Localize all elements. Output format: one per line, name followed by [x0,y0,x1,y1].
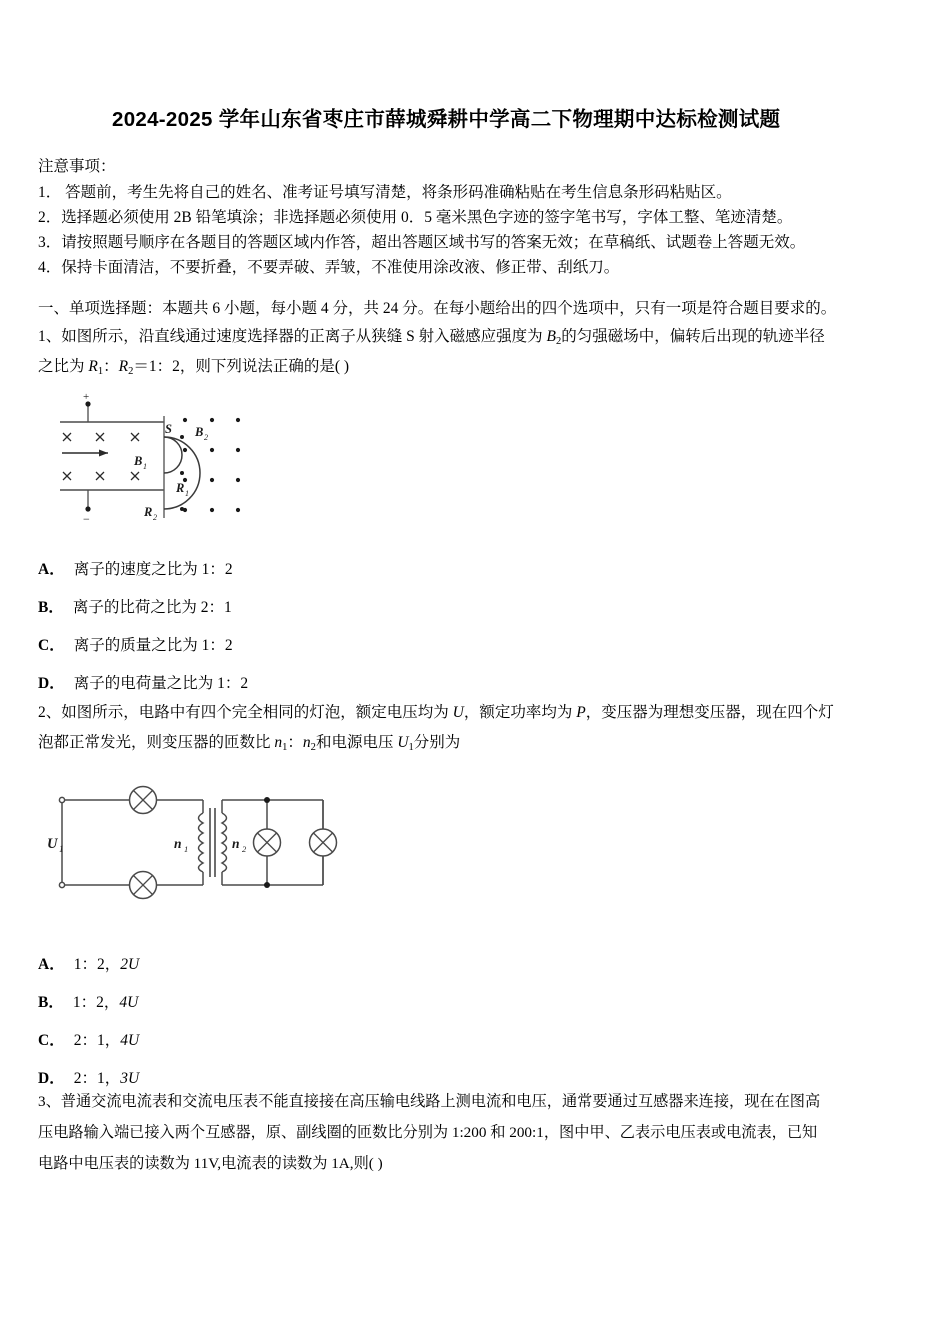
option-2-A-ratio: 1：2， [73,956,121,973]
trajectory-arc-R1 [164,437,182,473]
primary-turns-sub: 1 [184,844,189,854]
notice-heading: 注意事项： [38,158,116,175]
lamp-secondary-left [254,829,281,856]
option-1-B[interactable] [38,589,638,627]
field-out-of-page-symbols [183,418,240,512]
source-voltage-sub: 1 [59,844,64,854]
q1-text-e: ＝1：2，则下列说法正确的是( ) [133,358,350,376]
page-title: 2024-2025 学年山东省枣庄市薛城舜耕中学高二下物理期中达标检测试题 [112,108,781,131]
option-2-B-label: B． [38,993,64,1011]
velocity-selector-figure [52,392,242,532]
transformer-primary-coil [199,813,204,872]
q1-var-R1: R [88,358,98,376]
question-1-line-1 [38,322,923,352]
option-1-C[interactable] [38,627,638,665]
q2-text-c: ，变压器为理想变压器，现在四个灯 [585,704,834,721]
secondary-turns-sub: 2 [242,844,247,854]
lamp-secondary-right [310,829,337,856]
q1-var-B-sub: 2 [555,335,562,347]
radius-R1-sub: 1 [185,489,189,498]
q1-var-R1-sub: 1 [97,366,104,378]
radius-R2-label: R [144,505,153,519]
q2-text-a: 2、如图所示，电路中有四个完全相同的灯泡，额定电压均为 [38,704,453,721]
option-2-A-value: 2U [120,956,140,973]
notice-item-4: 4．保持卡面清洁，不要折叠，不要弄破、弄皱，不准使用涂改液、修正带、刮纸刀。 [38,259,620,277]
option-2-B-value: 4U [119,993,139,1011]
junction-dot-bottom [264,882,270,888]
q2-var-n1: n [274,734,283,752]
option-2-C-label: C． [38,1031,65,1049]
radius-R2-sub: 2 [153,513,157,522]
field-B2-label: B [195,425,204,439]
question-2-line-2 [38,728,923,758]
source-terminal-bottom [59,882,64,887]
q2-var-U: U [452,704,464,721]
option-2-C[interactable] [38,1022,638,1060]
field-B2-sub: 2 [204,433,208,442]
option-2-C-ratio: 2：1， [73,1031,121,1049]
field-B1-label: B [134,454,143,468]
question-1-stem [38,322,923,382]
velocity-arrow [62,450,108,457]
q1-var-R2-sub: 2 [128,366,134,378]
transformer-circuit-figure [40,782,340,907]
question-1-options [38,551,638,703]
option-1-D-text: 离子的电荷量之比为 1：2 [73,674,249,692]
secondary-turns-label: n [232,836,240,851]
q2-text-f: 分别为 [413,734,461,752]
q2-var-n1-sub: 1 [282,742,288,754]
option-1-A-label: A． [38,561,65,578]
option-2-B-ratio: 1：2， [72,993,120,1011]
notice-item-1: 1． 答题前，考生先将自己的姓名、准考证号填写清楚，将条形码准确粘贴在考生信息条形码粘贴区。 [38,184,732,202]
q1-text-d: 之比为 [38,358,89,376]
q2-text-e: 和电源电压 [315,734,398,752]
question-2-options [38,946,638,1098]
question-3-stem [38,1086,923,1179]
section-heading: 一、单项选择题：本题共 6 小题，每小题 4 分，共 24 分。在每小题给出的四个选项中，只有一项是符合题目要求的。 [38,300,837,317]
option-1-B-label: B． [38,598,64,616]
field-into-page-symbols [63,433,139,480]
question-2-line-1 [38,698,923,728]
option-1-C-text: 离子的质量之比为 1：2 [73,636,233,654]
radius-R1-label: R [176,481,185,495]
q2-text-d: 泡都正常发光，则变压器的匝数比 [38,734,275,752]
q2-var-n2: n [302,734,311,752]
source-voltage-label: U [47,836,58,852]
slit-label-S: S [165,422,172,436]
option-2-D-ratio: 2：1， [73,1069,121,1087]
option-2-A[interactable] [38,946,638,984]
question-3-line-2: 压电路输入端已接入两个互感器，原、副线圈的匝数比分别为 1:200 和 200:1，图中甲、乙表示电压表或电流表，已知 [38,1124,818,1142]
plus-terminal-label: + [83,392,90,403]
option-1-C-label: C． [38,636,65,654]
q1-var-B: B [546,328,556,345]
notice-item-2: 2．选择题必须使用 2B 铅笔填涂；非选择题必须使用 0．5 毫米黑色字迹的签字笔书写，字体工整、笔迹清楚。 [38,209,793,227]
q1-var-R2: R [118,358,129,376]
option-1-A-text: 离子的速度之比为 1：2 [73,561,233,578]
arc-point-R1-end [180,471,184,475]
primary-turns-label: n [174,836,182,851]
arc-point-top [180,435,184,439]
option-2-C-value: 4U [120,1031,140,1049]
option-2-D-value: 3U [120,1069,140,1087]
notice-section [38,155,918,280]
q2-var-U1: U [397,734,409,752]
option-2-D-label: D． [38,1069,65,1087]
minus-terminal-label: − [83,512,90,526]
option-2-A-label: A． [38,956,65,973]
question-2-stem [38,698,923,758]
option-1-A[interactable] [38,551,638,589]
q1-sep: ： [103,358,119,376]
field-B1-sub: 1 [143,462,147,471]
transformer-secondary-coil [222,813,227,872]
lamp-primary-top [130,787,157,814]
option-1-D-label: D． [38,674,65,692]
notice-item-3: 3．请按照题号顺序在各题目的答题区域内作答，超出答题区域书写的答案无效；在草稿纸、试题卷上答题无效。 [38,234,806,252]
q2-var-U1-sub: 1 [408,742,414,754]
question-1-line-2 [38,352,923,382]
option-2-B[interactable] [38,984,638,1022]
q2-var-P: P [576,704,586,721]
q2-sep: ： [287,734,303,752]
arc-point-R2-end [180,507,184,511]
q2-text-b: ，额定功率均为 [463,704,577,721]
q2-var-n2-sub: 2 [310,742,316,754]
question-3-line-1: 3、普通交流电流表和交流电压表不能直接接在高压输电线路上测电流和电压，通常要通过互感器来连接，现在在图高 [38,1093,821,1110]
q1-text-a: 1、如图所示，沿直线通过速度选择器的正离子从狭缝 S 射入磁感应强度为 [38,328,547,345]
source-terminal-top [59,797,64,802]
question-3-line-3: 电路中电压表的读数为 11V,电流表的读数为 1A,则( ) [38,1155,383,1173]
junction-dot-top [264,797,270,803]
lamp-primary-bottom [130,872,157,899]
option-1-B-text: 离子的比荷之比为 2：1 [72,598,232,616]
q1-text-c: 的匀强磁场中，偏转后出现的轨迹半径 [561,328,825,345]
